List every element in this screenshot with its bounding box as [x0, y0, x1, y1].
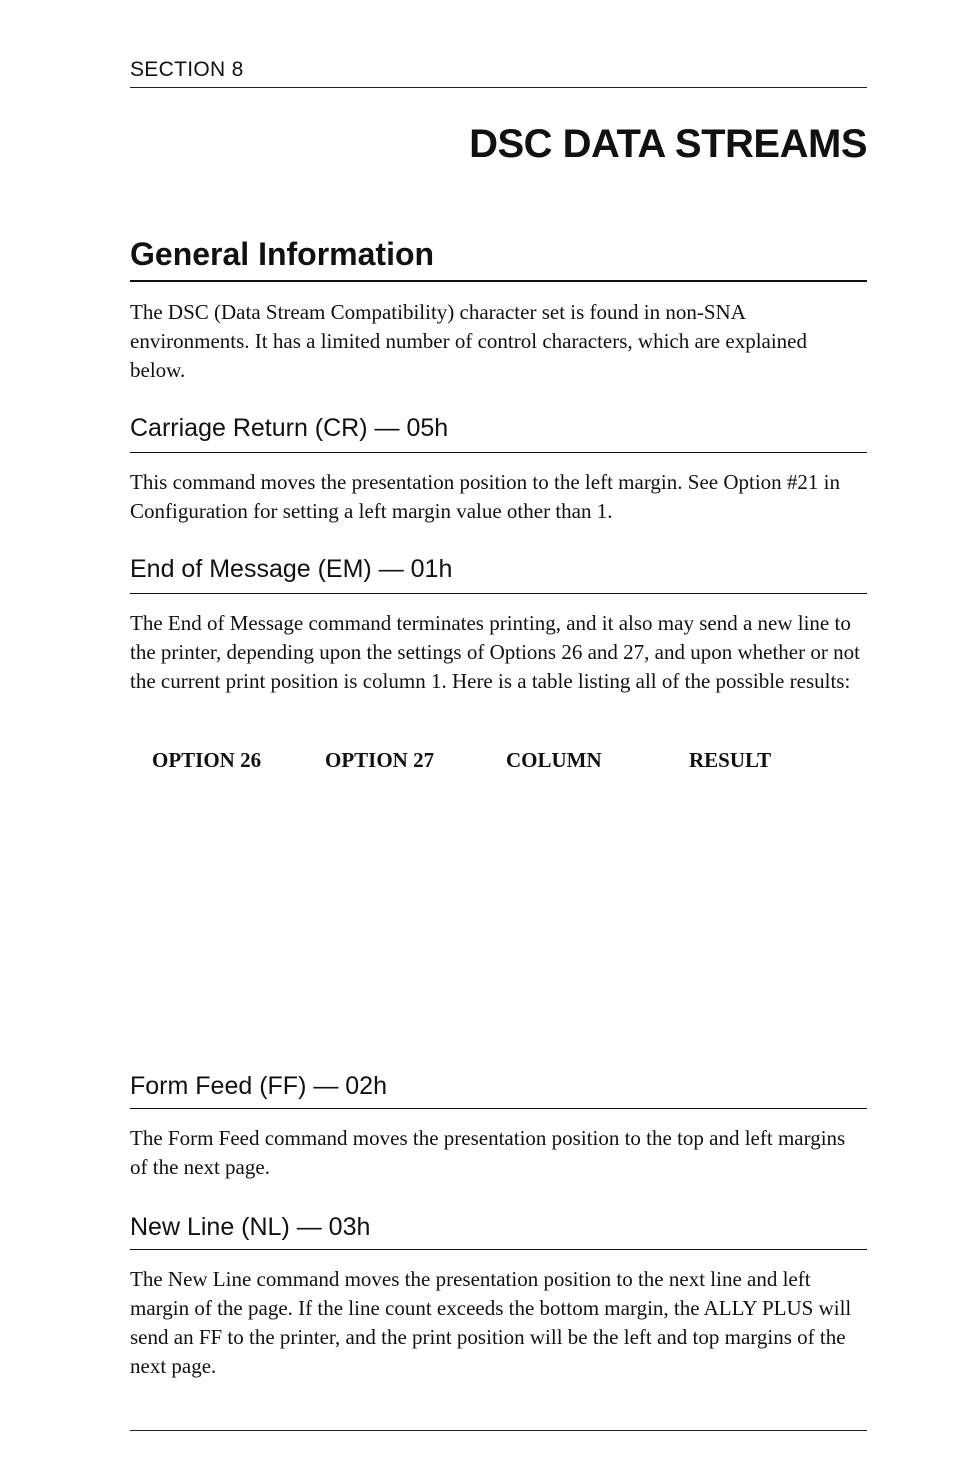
- table-column-header: OPTION 26: [152, 748, 262, 772]
- heading-rule-general: [130, 280, 867, 282]
- heading-rule-ff: [130, 1108, 867, 1109]
- document-page: [130, 0, 867, 1475]
- results-table-header: [130, 748, 867, 778]
- header-rule: [130, 87, 867, 88]
- heading-rule-nl: [130, 1249, 867, 1250]
- heading-rule-em: [130, 593, 867, 594]
- table-column-header: COLUMN: [506, 748, 602, 772]
- heading-carriage-return: Carriage Return (CR) — 05h: [130, 414, 449, 442]
- paragraph-new-line: The New Line command moves the presentation position to the next line and left margin of the page. If the line count exceeds the bottom margin, the ALLY PLUS will send an FF to the printer, and the print position will be the left and top margins of the next page.: [130, 1267, 852, 1378]
- chapter-title: DSC DATA STREAMS: [469, 122, 867, 166]
- heading-general-information: General Information: [130, 236, 435, 272]
- heading-end-of-message: End of Message (EM) — 01h: [130, 555, 453, 583]
- heading-new-line: New Line (NL) — 03h: [130, 1213, 371, 1241]
- paragraph-end-of-message: The End of Message command terminates printing, and it also may send a new line to the printer, depending upon the settings of Options 26 and 27, and upon whether or not the current print position is column 1. Here is a table listing all of the possible results:: [130, 611, 860, 693]
- paragraph-carriage-return: This command moves the presentation position to the left margin. See Option #21 in Configuration for setting a left margin value other than 1.: [130, 470, 841, 523]
- section-label: SECTION 8: [130, 58, 244, 81]
- heading-form-feed: Form Feed (FF) — 02h: [130, 1072, 387, 1100]
- table-column-header: OPTION 27: [325, 748, 435, 772]
- table-column-header: RESULT: [689, 748, 772, 772]
- paragraph-general: The DSC (Data Stream Compatibility) character set is found in non-SNA environments. It has a limited number of control characters, which are explained below.: [130, 300, 808, 382]
- heading-rule-cr: [130, 452, 867, 453]
- footer-rule: [130, 1430, 867, 1431]
- paragraph-form-feed: The Form Feed command moves the presentation position to the top and left margins of the next page.: [130, 1126, 846, 1179]
